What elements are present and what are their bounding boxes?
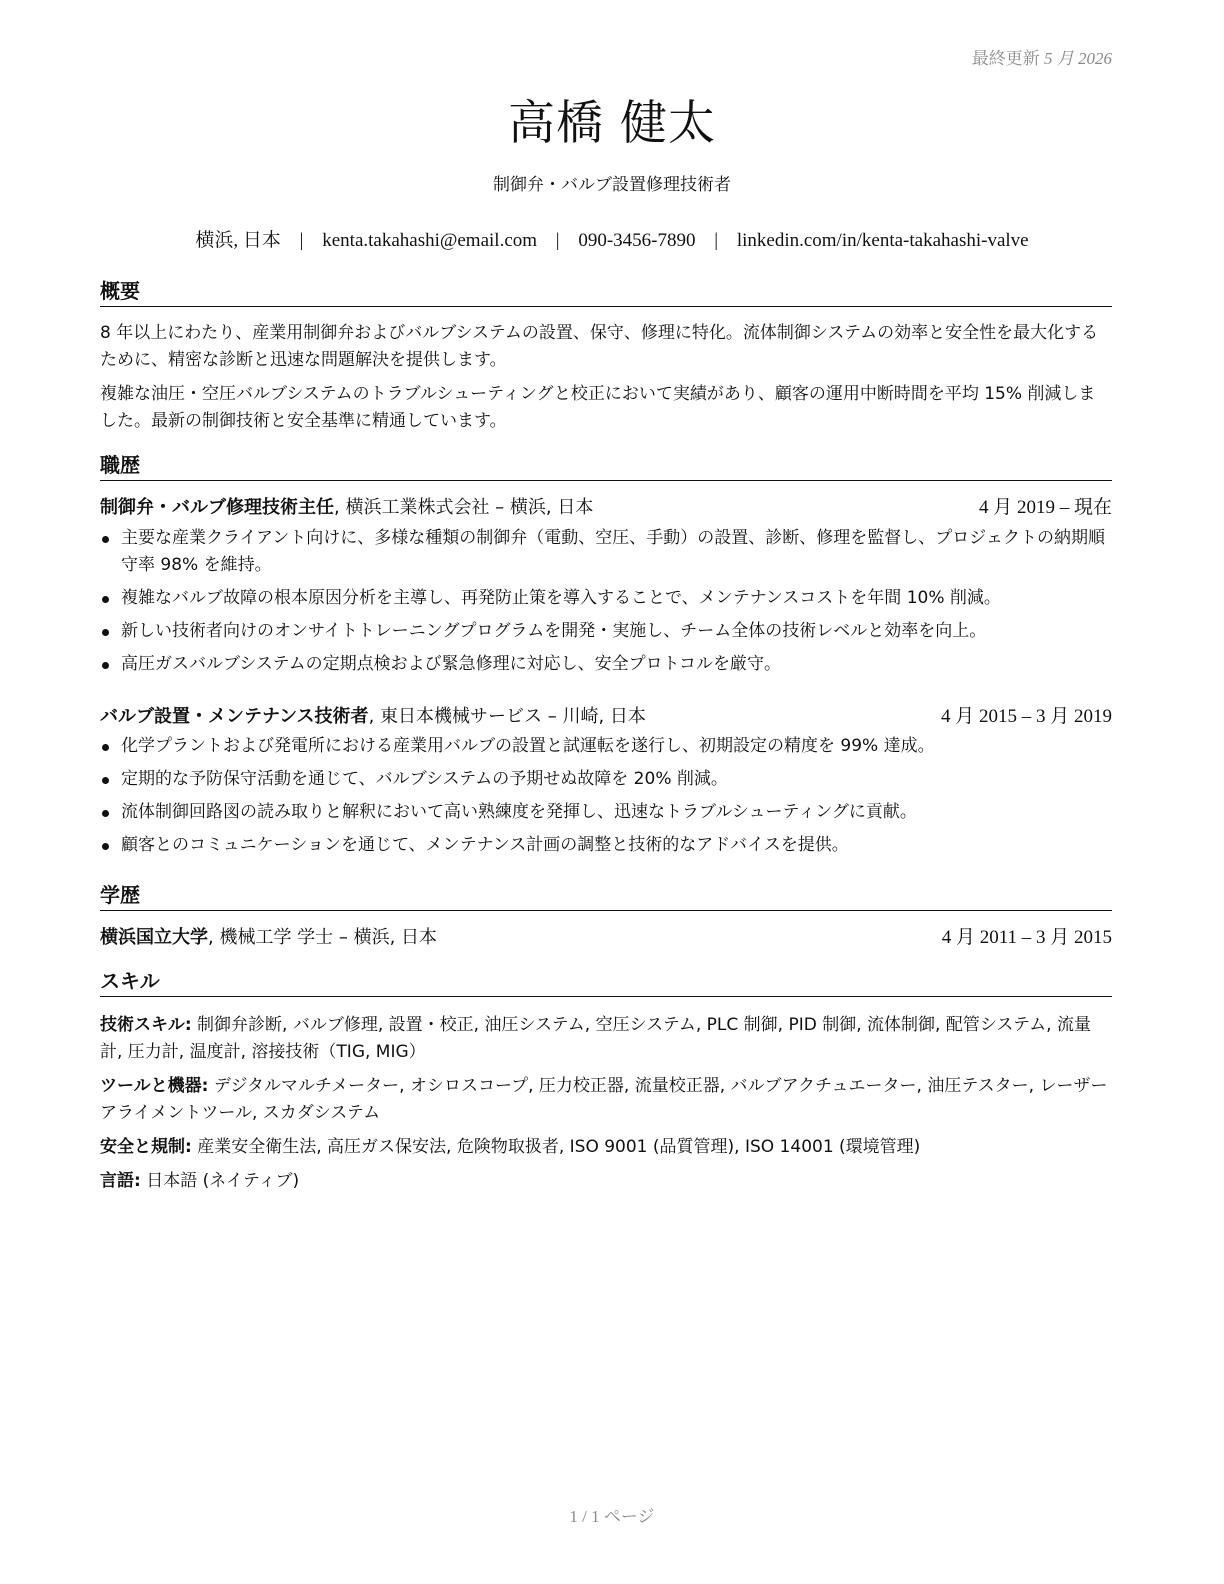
skill-row-safety: [100, 1134, 1112, 1161]
skill-label: ツールと機器:: [100, 1076, 209, 1096]
skill-row-language: [100, 1168, 1112, 1195]
education-degree: , 機械工学 学士 – 横浜, 日本: [208, 927, 438, 948]
job-bullets: [100, 733, 1112, 865]
skill-value: 制御弁診断, バルブ修理, 設置・校正, 油圧システム, 空圧システム, PLC 制御, PID 制御, 流体制御, 配管システム, 流量計, 圧力計, 温度計, 溶接技術（TIG, MIG）: [100, 1015, 1091, 1062]
list-item: 複雑なバルブ故障の根本原因分析を主導し、再発防止策を導入することで、メンテナンスコストを年間 10% 削減。: [100, 585, 1112, 612]
section-heading-skills: スキル: [100, 968, 1112, 997]
education-entry: [100, 926, 1112, 950]
contact-separator: |: [299, 230, 304, 251]
contact-linkedin[interactable]: linkedin.com/in/kenta-takahashi-valve: [736, 230, 1029, 251]
job-dates: 4 月 2019 – 現在: [978, 497, 1112, 518]
contact-phone[interactable]: 090-3456-7890: [578, 230, 696, 251]
last-updated: [972, 44, 1112, 69]
list-item: 主要な産業クライアント向けに、多様な種類の制御弁（電動、空圧、手動）の設置、診断、修理を監督し、プロジェクトの納期順守率 98% を維持。: [100, 525, 1112, 579]
skill-row-tools: [100, 1073, 1112, 1127]
job-role: 制御弁・バルブ修理技術主任: [100, 497, 334, 518]
education-school: 横浜国立大学: [100, 927, 208, 948]
resume-title: 制御弁・バルブ設置修理技術者: [493, 175, 731, 195]
list-item: 顧客とのコミュニケーションを通じて、メンテナンス計画の調整と技術的なアドバイスを提供。: [100, 832, 1112, 859]
job-header: [100, 496, 1112, 520]
job-role: バルブ設置・メンテナンス技術者: [100, 706, 369, 727]
last-updated-prefix: 最終更新: [971, 49, 1040, 68]
contact-email[interactable]: kenta.takahashi@email.com: [322, 230, 538, 251]
list-item: 定期的な予防保守活動を通じて、バルブシステムの予期せぬ故障を 20% 削減。: [100, 766, 1112, 793]
list-item: 高圧ガスバルブシステムの定期点検および緊急修理に対応し、安全プロトコルを厳守。: [100, 651, 1112, 678]
page-number: 1 / 1 ページ: [569, 1507, 655, 1526]
skill-label: 言語:: [100, 1171, 141, 1191]
skill-row-technical: [100, 1012, 1112, 1066]
job-dates: 4 月 2015 – 3 月 2019: [940, 706, 1112, 727]
summary-paragraph: 8 年以上にわたり、産業用制御弁およびバルブシステムの設置、保守、修理に特化。流体制御システムの効率と安全性を最大化するために、精密な診断と迅速な問題解決を提供します。: [100, 323, 1099, 370]
summary-paragraph: 複雑な油圧・空圧バルブシステムのトラブルシューティングと校正において実績があり、顧客の運用中断時間を平均 15% 削減しました。最新の制御技術と安全基準に精通しています。: [100, 384, 1096, 431]
list-item: 流体制御回路図の読み取りと解釈において高い熟練度を発揮し、迅速なトラブルシューティングに貢献。: [100, 799, 1112, 826]
section-heading-education: 学歴: [100, 882, 1112, 911]
list-item: 化学プラントおよび発電所における産業用バルブの設置と試運転を遂行し、初期設定の精度を 99% 達成。: [100, 733, 1112, 760]
job-bullets: [100, 525, 1112, 684]
contact-separator: |: [714, 230, 719, 251]
education-dates: 4 月 2011 – 3 月 2015: [941, 927, 1112, 948]
skill-value: 日本語 (ネイティブ): [140, 1171, 300, 1191]
skill-value: 産業安全衛生法, 高圧ガス保安法, 危険物取扱者, ISO 9001 (品質管理), ISO 14001 (環境管理): [191, 1137, 921, 1157]
contact-line: [0, 225, 1224, 252]
section-heading-summary: 概要: [100, 278, 1112, 307]
section-heading-experience: 職歴: [100, 452, 1112, 481]
last-updated-date: 5 月 2026: [1044, 49, 1112, 68]
contact-separator: |: [555, 230, 560, 251]
resume-name: 高橋 健太: [508, 96, 716, 151]
job-company: , 東日本機械サービス – 川崎, 日本: [368, 706, 646, 727]
skill-label: 安全と規制:: [100, 1137, 192, 1157]
contact-location: 横浜, 日本: [195, 230, 281, 251]
list-item: 新しい技術者向けのオンサイトトレーニングプログラムを開発・実施し、チーム全体の技術レベルと効率を向上。: [100, 618, 1112, 645]
job-header: [100, 705, 1112, 729]
skill-label: 技術スキル:: [100, 1015, 192, 1035]
job-company: , 横浜工業株式会社 – 横浜, 日本: [334, 497, 594, 518]
skill-value: デジタルマルチメーター, オシロスコープ, 圧力校正器, 流量校正器, バルブアクチュエーター, 油圧テスター, レーザーアライメントツール, スカダシステム: [100, 1076, 1108, 1123]
